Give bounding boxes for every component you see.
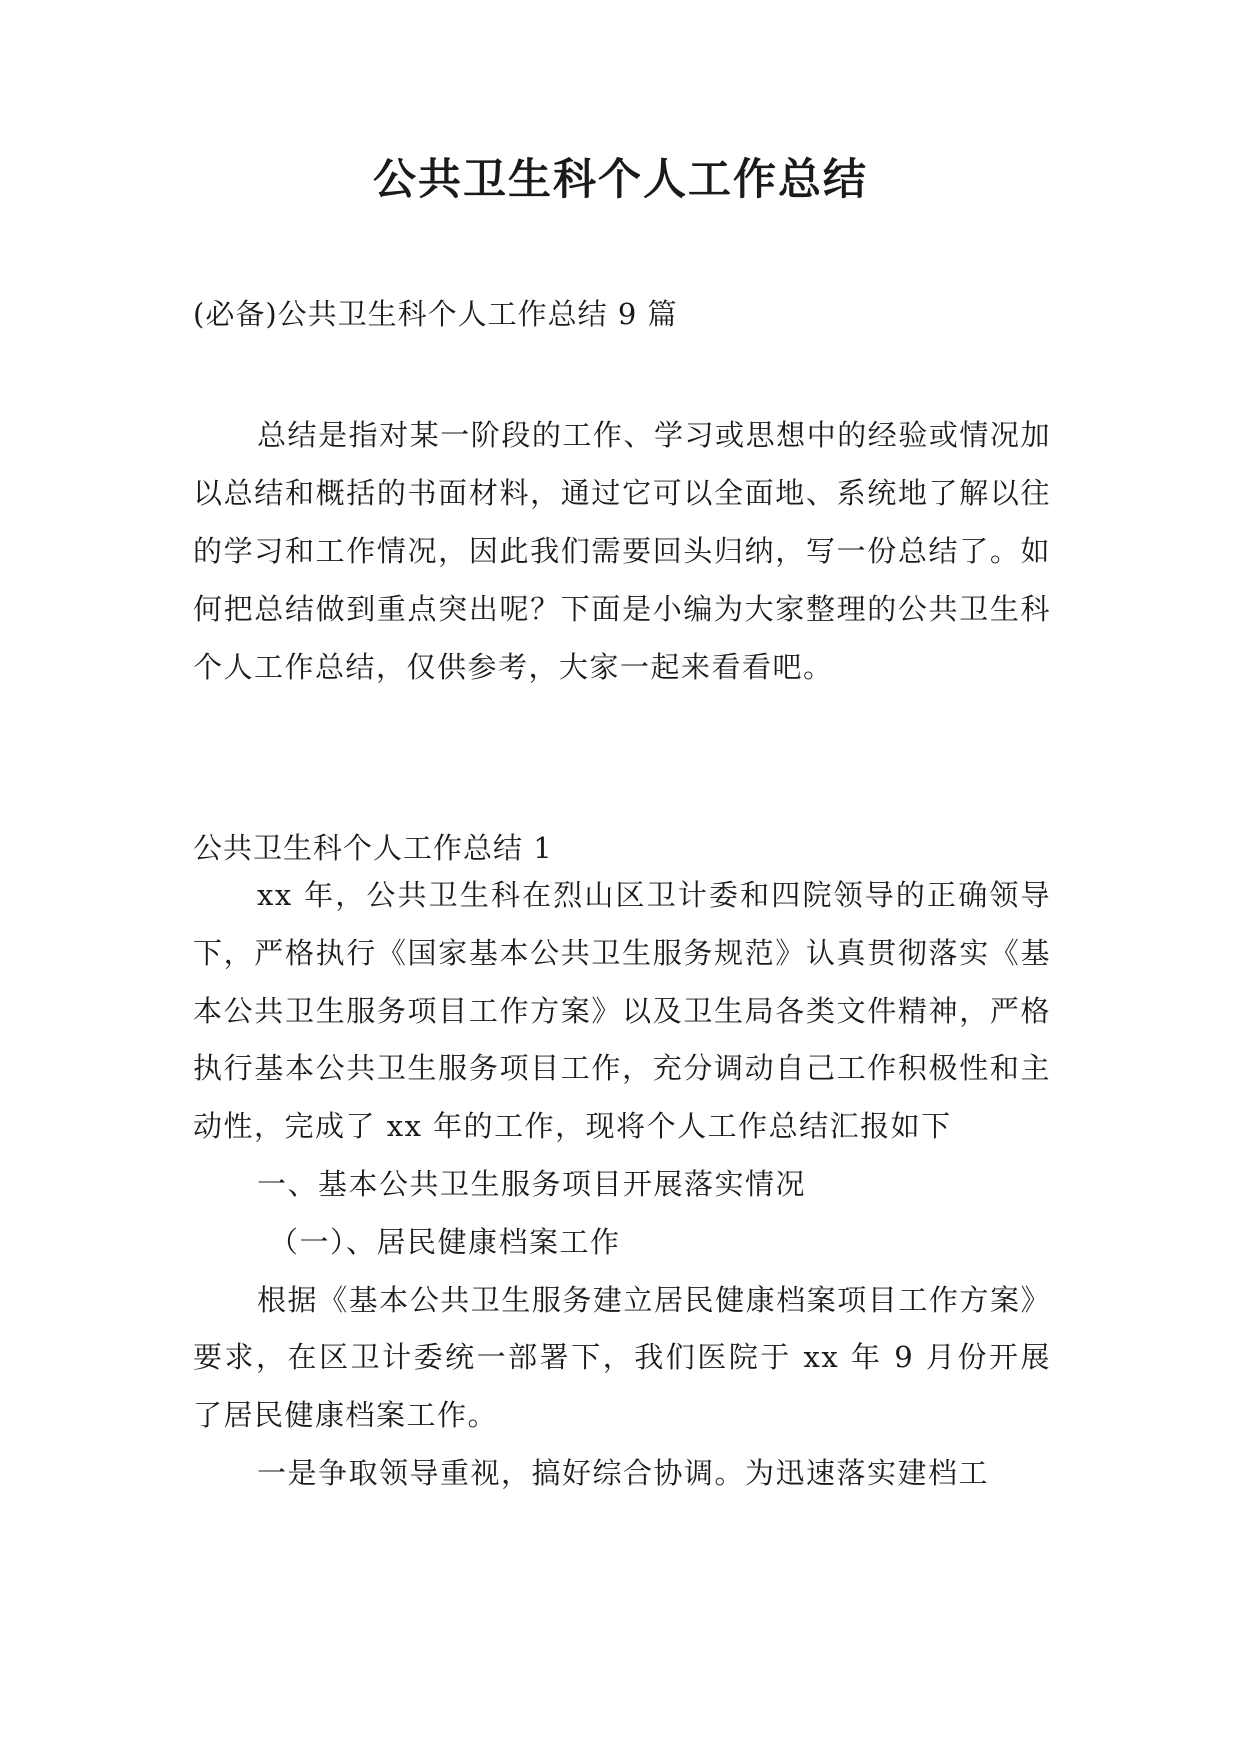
section-heading: 公共卫生科个人工作总结 1 (193, 831, 553, 865)
body-paragraph: 一是争取领导重视，搞好综合协调。为迅速落实建档工 (257, 1455, 990, 1490)
document-title: 公共卫生科个人工作总结 (373, 155, 868, 205)
section-body (193, 867, 1051, 1503)
body-paragraph: 根据《基本公共卫生服务建立居民健康档案项目工作方案》要求，在区卫计委统一部署下，我们医院于 xx 年 9 月份开展了居民健康档案工作。 (193, 1282, 1051, 1433)
document-subtitle: (必备)公共卫生科个人工作总结 9 篇 (193, 297, 678, 331)
body-paragraph: 一、基本公共卫生服务项目开展落实情况 (257, 1166, 807, 1201)
body-paragraph: （一）、居民健康档案工作 (269, 1224, 621, 1259)
intro-paragraph: 总结是指对某一阶段的工作、学习或思想中的经验或情况加以总结和概括的书面材料，通过它可以全面地、系统地了解以往的学习和工作情况，因此我们需要回头归纳，写一份总结了。如何把总结做到重点突出呢？下面是小编为大家整理的公共卫生科个人工作总结，仅供参考，大家一起来看看吧。 (193, 418, 1051, 684)
body-paragraph: xx 年，公共卫生科在烈山区卫计委和四院领导的正确领导下，严格执行《国家基本公共卫生服务规范》认真贯彻落实《基本公共卫生服务项目工作方案》以及卫生局各类文件精神，严格执行基本公共卫生服务项目工作，充分调动自己工作积极性和主动性，完成了 xx 年的工作，现将个人工作总结汇报如下 (193, 878, 1051, 1144)
